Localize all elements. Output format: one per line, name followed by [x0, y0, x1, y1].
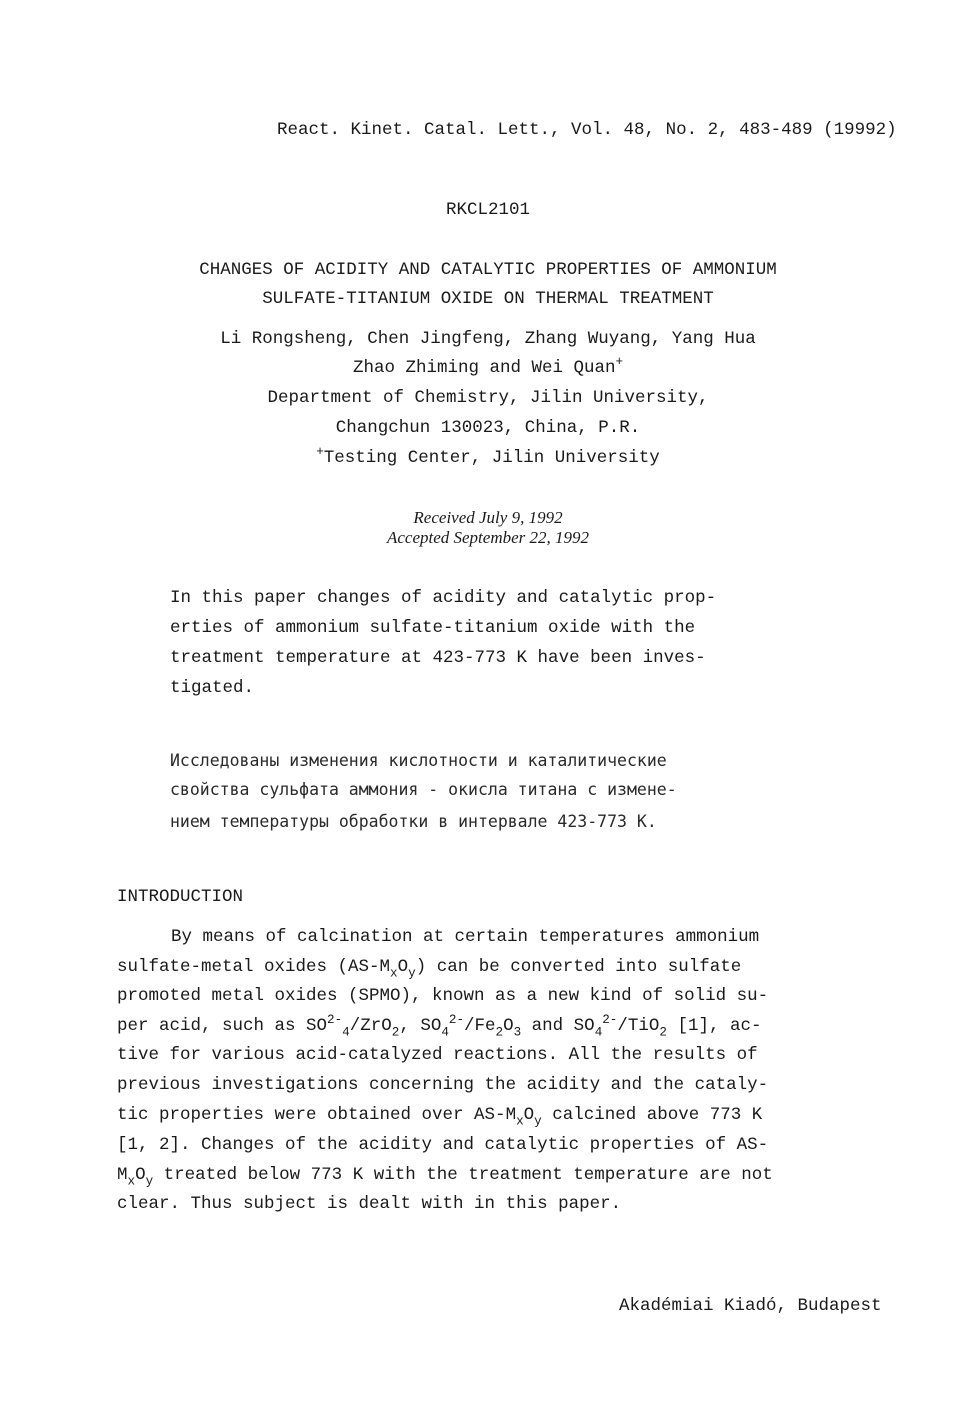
intro-line: sulfate-metal oxides $(AS-M_xO_y)$ can be converted into sulfate — [117, 957, 742, 981]
intro-line: $M_xO_y$ treated below 773 K with the treatment temperature are not — [117, 1165, 773, 1189]
section-heading-introduction: INTRODUCTION — [117, 887, 244, 907]
abstract-en-line: treatment temperature at 423-773 K have been inves- — [170, 648, 706, 668]
received-date: Received July 9, 1992 — [413, 508, 563, 527]
paper-code: RKCL2101 — [445, 200, 530, 220]
intro-line: previous investigations concerning the acidity and the cataly- — [117, 1075, 769, 1095]
abstract-en-line: tigated. — [170, 678, 255, 698]
abstract-en-line: In this paper changes of acidity and catalytic prop- — [170, 588, 717, 608]
intro-line: [1, 2]. Changes of the acidity and catalytic properties of AS- — [117, 1135, 769, 1155]
affiliation-line-3: +Testing Center, Jilin University — [316, 445, 660, 468]
accepted-date: Accepted September 22, 1992 — [386, 528, 590, 547]
intro-line: tive for various acid-catalyzed reactions. All the results of — [117, 1045, 758, 1065]
intro-line: clear. Thus subject is dealt with in this paper. — [117, 1194, 622, 1214]
title-line-2: SULFATE-TITANIUM OXIDE ON THERMAL TREATMENT — [262, 289, 714, 309]
authors-line-1: Li Rongsheng, Chen Jingfeng, Zhang Wuyang, Yang Hua — [220, 329, 756, 349]
intro-line: By means of calcination at certain temperatures ammonium — [171, 927, 760, 947]
abstract-ru-line: Исследованы изменения кислотности и каталитические — [170, 751, 667, 770]
title-line-1: CHANGES OF ACIDITY AND CATALYTIC PROPERTIES OF AMMONIUM — [199, 260, 777, 280]
abstract-ru-line: свойства сульфата аммония - окисла титана с измене- — [170, 780, 677, 799]
intro-line: per acid, such as $SO^{2-}_4/ZrO_2$, $SO_4^{2-}/Fe_2O_3$ and $SO_4^{2-}/TiO_2$ [1], ac- — [117, 1013, 762, 1040]
abstract-en-line: erties of ammonium sulfate-titanium oxide with the — [170, 618, 696, 638]
affiliation-line-2: Changchun 130023, China, P.R. — [335, 418, 641, 438]
intro-line: promoted metal oxides (SPMO), known as a new kind of solid su- — [117, 986, 769, 1006]
affiliation-line-1: Department of Chemistry, Jilin University, — [267, 388, 709, 408]
intro-line: tic properties were obtained over $AS-M_xO_y$ calcined above 773 K — [117, 1105, 763, 1129]
authors-line-2: Zhao Zhiming and Wei Quan+ — [352, 355, 624, 378]
citation: React. Kinet. Catal. Lett., Vol. 48, No. 2, 483-489 (19992) — [277, 120, 897, 140]
publisher-footer: Akadémiai Kiadó, Budapest — [619, 1296, 882, 1316]
abstract-ru-line: нием температуры обработки в интервале 423-773 К. — [170, 812, 657, 831]
